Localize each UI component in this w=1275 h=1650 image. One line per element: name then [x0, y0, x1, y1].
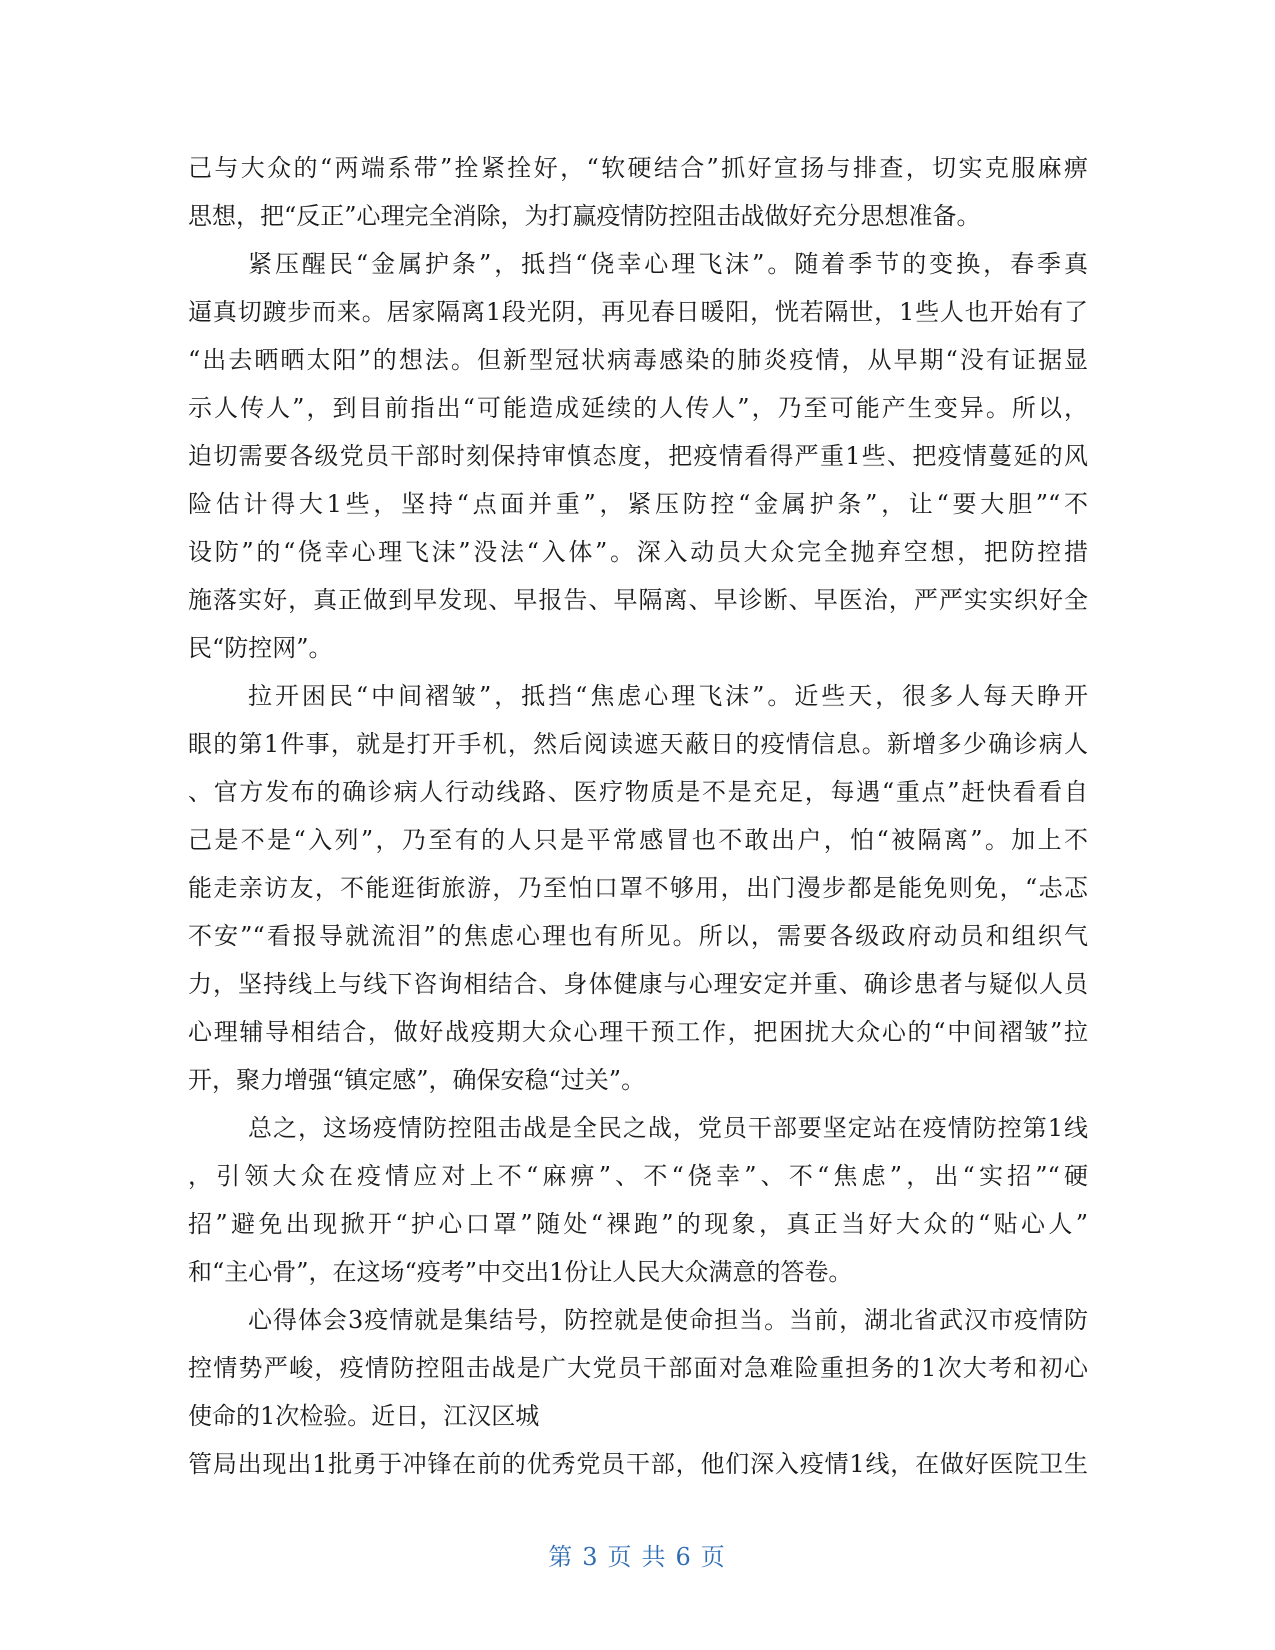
text-line: 能走亲访友，不能逛街旅游，乃至怕口罩不够用，出门漫步都是能免则免，“忐忑 [188, 874, 1088, 902]
text-line: 迫切需要各级党员干部时刻保持审慎态度，把疫情看得严重1些、把疫情蔓延的风 [188, 442, 1088, 470]
text-line: 、官方发布的确诊病人行动线路、医疗物质是不是充足，每遇“重点”赶快看看自 [188, 778, 1088, 806]
text-line: 险估计得大1些，坚持“点面并重”，紧压防控“金属护条”，让“要大胆”“不 [188, 490, 1088, 518]
text-line: 民“防控网”。 [188, 634, 333, 662]
text-line: 己与大众的“两端系带”拴紧拴好，“软硬结合”抓好宣扬与排查，切实克服麻痹 [188, 154, 1088, 182]
text-line: 管局出现出1批勇于冲锋在前的优秀党员干部，他们深入疫情1线，在做好医院卫生 [188, 1450, 1088, 1478]
text-line: 思想，把“反正”心理完全消除，为打赢疫情防控阻击战做好充分思想准备。 [188, 202, 981, 230]
text-line: 紧压醒民“金属护条”，抵挡“侥幸心理飞沫”。随着季节的变换，春季真 [248, 250, 1088, 278]
text-line: 眼的第1件事，就是打开手机，然后阅读遮天蔽日的疫情信息。新增多少确诊病人 [188, 730, 1088, 758]
document-body [188, 144, 1088, 1488]
text-line: 设防”的“侥幸心理飞沫”没法“入体”。深入动员大众完全抛弃空想，把防控措 [188, 538, 1088, 566]
text-line: 和“主心骨”，在这场“疫考”中交出1份让人民大众满意的答卷。 [188, 1258, 853, 1286]
text-line: 总之，这场疫情防控阻击战是全民之战，党员干部要坚定站在疫情防控第1线 [248, 1114, 1088, 1142]
footer-suffix: 页 [700, 1543, 727, 1571]
text-line: 力，坚持线上与线下咨询相结合、身体健康与心理安定并重、确诊患者与疑似人员 [188, 970, 1088, 998]
footer-current-page: 3 [582, 1543, 600, 1571]
text-line: 示人传人”，到目前指出“可能造成延续的人传人”，乃至可能产生变异。所以， [188, 394, 1088, 422]
text-line: ，引领大众在疫情应对上不“麻痹”、不“侥幸”、不“焦虑”，出“实招”“硬 [188, 1162, 1088, 1190]
text-line: 逼真切踱步而来。居家隔离1段光阴，再见春日暖阳，恍若隔世，1些人也开始有了 [188, 298, 1088, 326]
text-line: 心得体会3疫情就是集结号，防控就是使命担当。当前，湖北省武汉市疫情防 [248, 1306, 1088, 1334]
text-line: “出去晒晒太阳”的想法。但新型冠状病毒感染的肺炎疫情，从早期“没有证据显 [188, 346, 1088, 374]
text-line: 使命的1次检验。近日，江汉区城 [188, 1402, 540, 1430]
text-line: 控情势严峻，疫情防控阻击战是广大党员干部面对急难险重担务的1次大考和初心 [188, 1354, 1088, 1382]
footer-page-word: 页 [607, 1543, 634, 1571]
footer-total-word: 共 [641, 1543, 668, 1571]
text-line: 心理辅导相结合，做好战疫期大众心理干预工作，把困扰大众心的“中间褶皱”拉 [188, 1018, 1088, 1046]
text-line: 招”避免出现掀开“护心口罩”随处“裸跑”的现象，真正当好大众的“贴心人” [188, 1210, 1088, 1238]
text-line: 开，聚力增强“镇定感”，确保安稳“过关”。 [188, 1066, 646, 1094]
text-line: 拉开困民“中间褶皱”，抵挡“焦虑心理飞沫”。近些天，很多人每天睁开 [248, 682, 1088, 710]
page-footer [0, 1537, 1275, 1572]
footer-prefix: 第 [548, 1543, 575, 1571]
text-line: 施落实好，真正做到早发现、早报告、早隔离、早诊断、早医治，严严实实织好全 [188, 586, 1088, 614]
text-line: 己是不是“入列”，乃至有的人只是平常感冒也不敢出户，怕“被隔离”。加上不 [188, 826, 1088, 854]
text-line: 不安”“看报导就流泪”的焦虑心理也有所见。所以，需要各级政府动员和组织气 [188, 922, 1088, 950]
footer-total-pages: 6 [675, 1543, 693, 1571]
